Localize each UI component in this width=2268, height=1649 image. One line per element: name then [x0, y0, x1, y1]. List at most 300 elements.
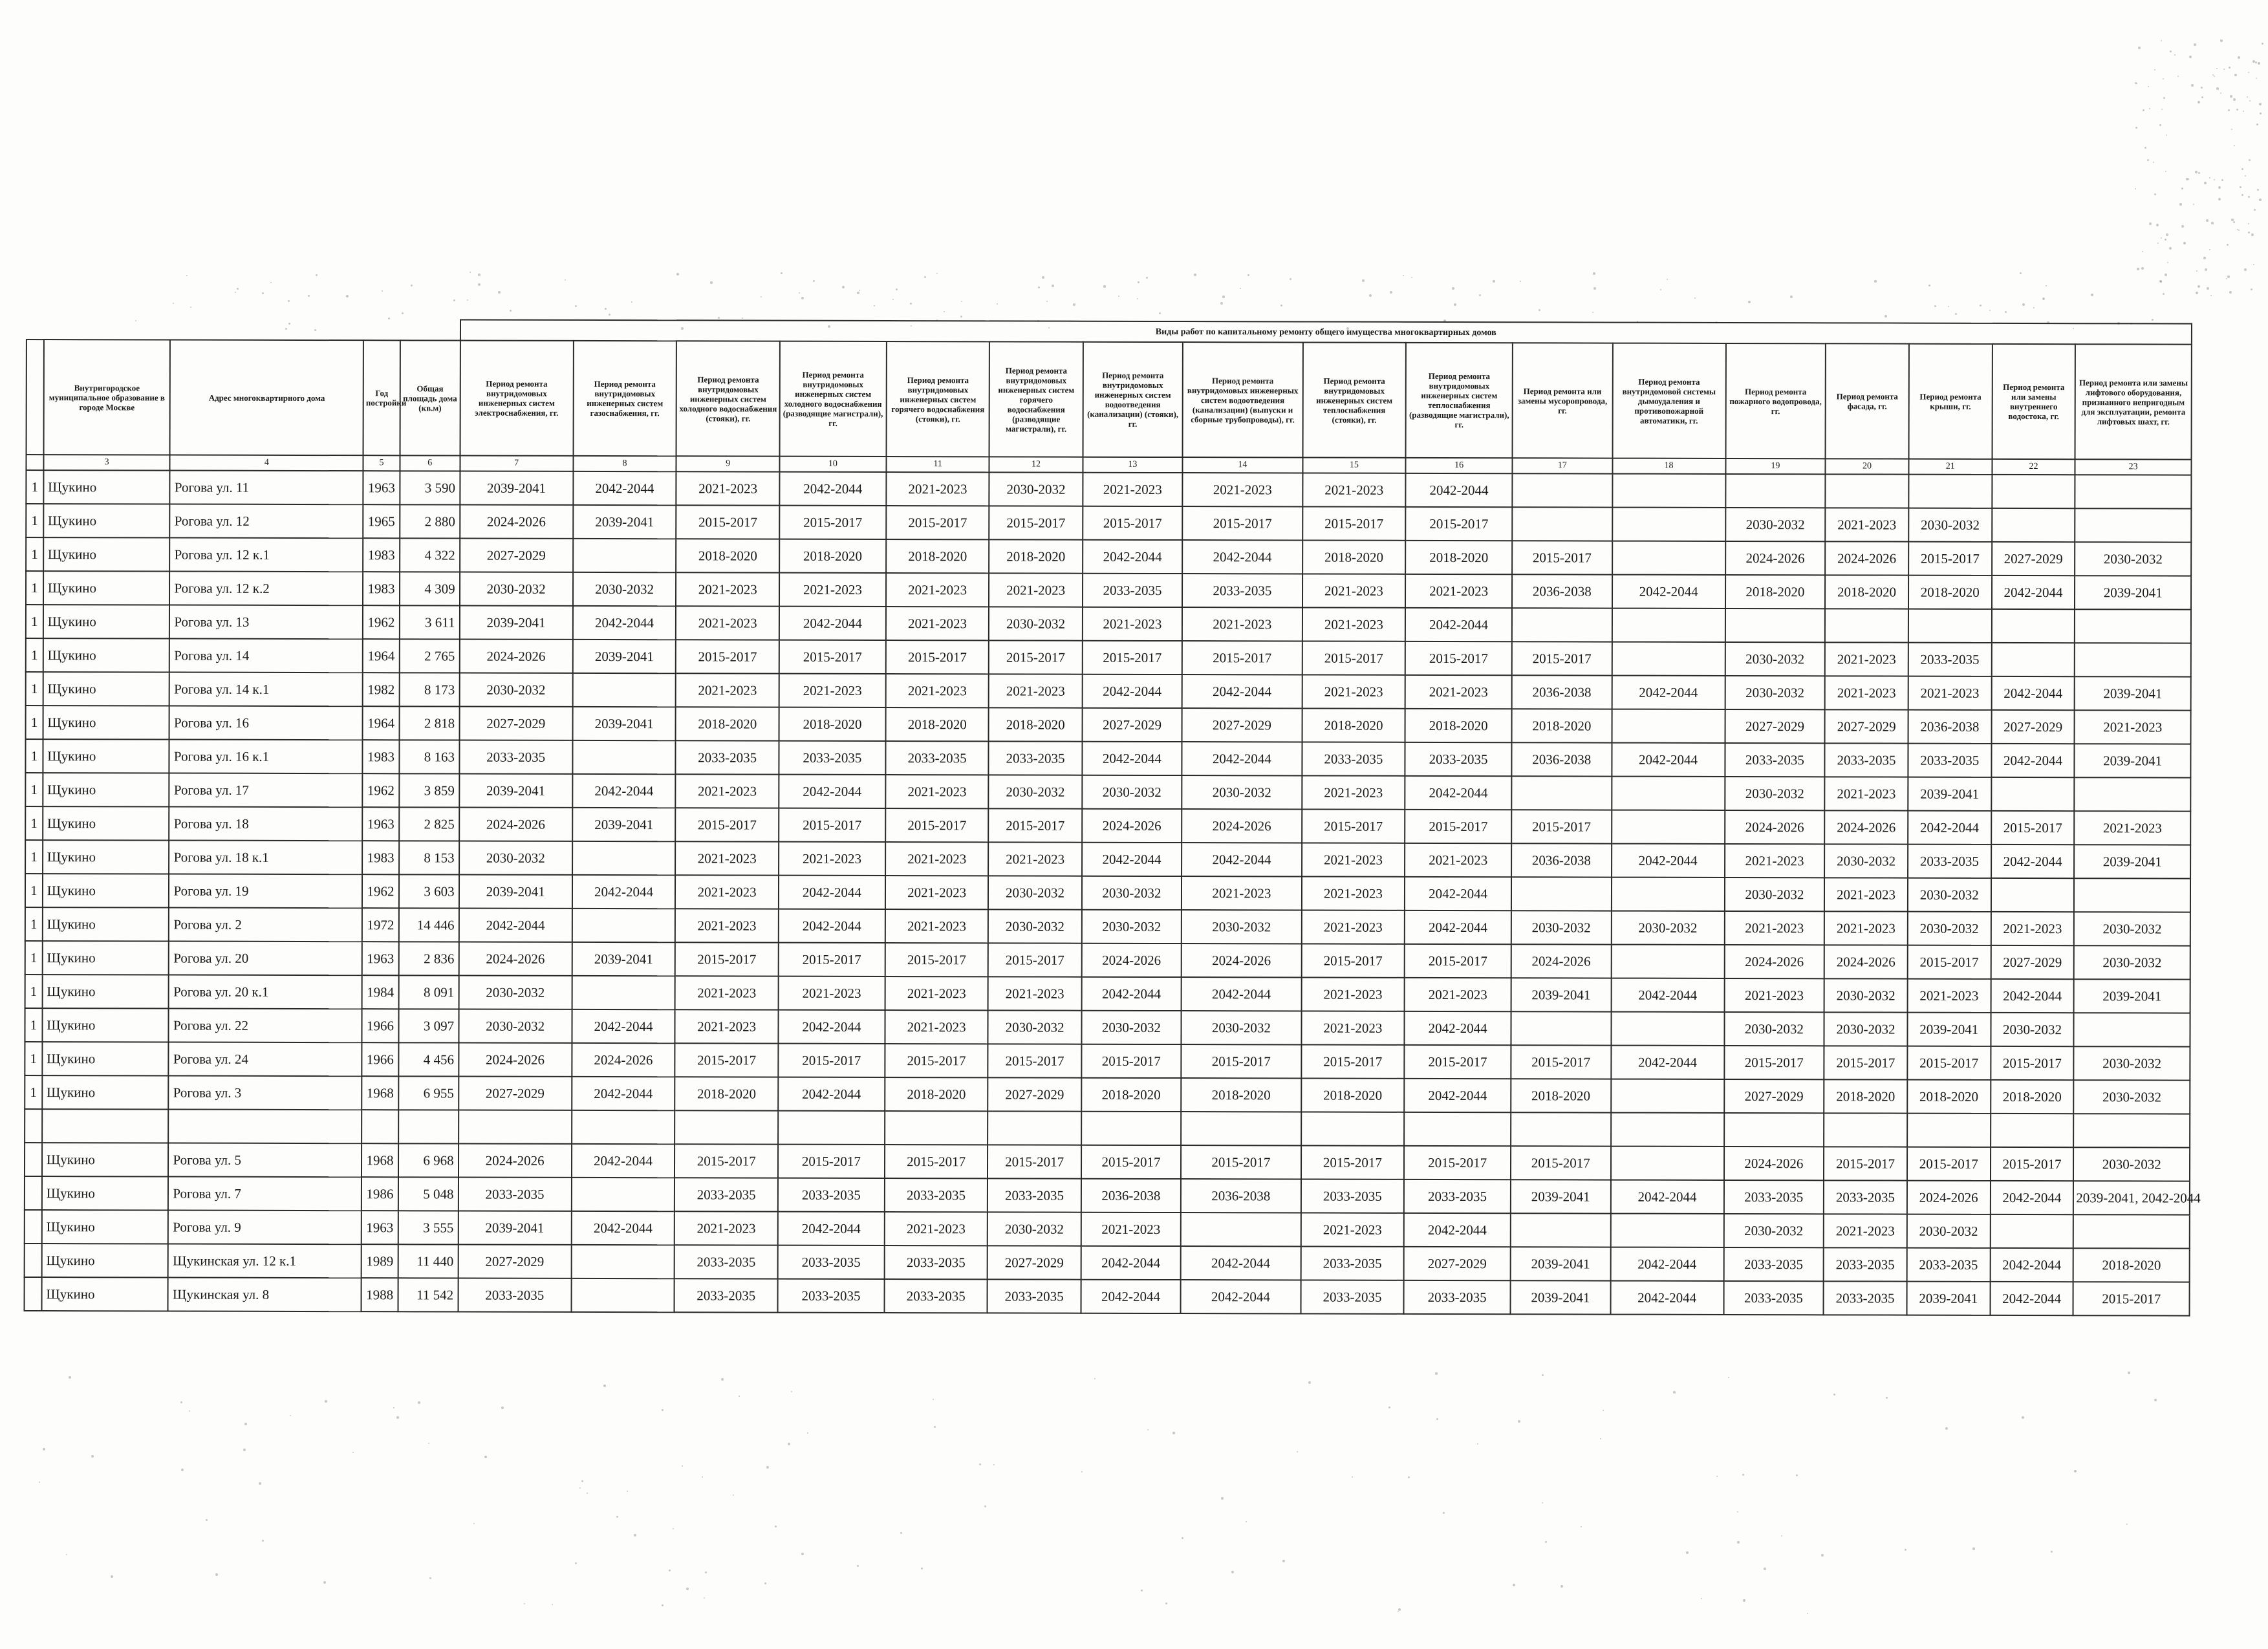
table-cell: 2015-2017 — [989, 808, 1082, 842]
table-cell: 2039-2041 — [572, 707, 676, 740]
table-cell: 2015-2017 — [885, 943, 989, 976]
table-cell: 2033-2035 — [885, 1178, 988, 1212]
table-cell — [1404, 1112, 1511, 1146]
table-cell: 2015-2017 — [988, 1145, 1081, 1178]
scan-speckle — [1388, 1406, 1390, 1408]
table-cell: 2021-2023 — [1301, 910, 1405, 943]
scan-speckle — [2238, 56, 2240, 59]
table-cell: 2015-2017 — [886, 506, 989, 539]
table-cell: 2 765 — [400, 639, 460, 673]
scan-speckle — [587, 1493, 588, 1494]
table-cell: 1964 — [363, 706, 400, 740]
table-cell: Рогова ул. 24 — [169, 1042, 362, 1077]
scan-speckle — [2209, 177, 2210, 178]
column-header: Адрес многоквартирного дома — [170, 340, 363, 456]
table-cell: Щукино — [43, 874, 169, 907]
table-cell: 2030-2032 — [1908, 912, 1991, 945]
scan-speckle — [1443, 1512, 1445, 1514]
table-cell: 2042-2044 — [1182, 977, 1302, 1011]
scan-speckle — [859, 290, 860, 291]
table-cell: 2024-2026 — [1907, 1181, 1991, 1214]
table-cell: 2033-2035 — [1405, 742, 1512, 776]
table-cell: 2021-2023 — [676, 471, 780, 505]
table-cell: 1982 — [363, 673, 400, 706]
scan-speckle — [1928, 285, 1930, 286]
scan-speckle — [581, 1480, 583, 1482]
table-cell: 2030-2032 — [989, 607, 1082, 640]
table-cell: 2042-2044 — [1181, 1280, 1301, 1313]
scan-speckle — [2181, 188, 2183, 189]
table-cell — [572, 976, 675, 1009]
scan-speckle — [1686, 1551, 1689, 1554]
scan-speckle — [961, 301, 962, 302]
scan-speckle — [2227, 275, 2230, 278]
scan-speckle — [718, 317, 720, 319]
table-cell: 2015-2017 — [779, 808, 885, 842]
scan-speckle — [2259, 103, 2262, 105]
table-cell: Щукинская ул. 8 — [168, 1278, 362, 1312]
scan-speckle — [2163, 293, 2165, 295]
scan-speckle — [382, 290, 383, 292]
table-cell: 2015-2017 — [1512, 541, 1612, 574]
table-cell: 2015-2017 — [1511, 1146, 1611, 1180]
scan-speckle — [997, 303, 998, 305]
table-cell: Щукино — [43, 638, 170, 672]
table-cell: 2015-2017 — [779, 943, 885, 976]
scan-speckle — [206, 1519, 208, 1521]
table-cell — [1825, 609, 1908, 642]
scan-speckle — [813, 280, 815, 282]
scan-speckle — [2126, 1524, 2128, 1525]
table-cell — [571, 1245, 675, 1278]
table-cell: 2024-2026 — [459, 1043, 572, 1077]
table-cell: 2042-2044 — [779, 876, 885, 909]
table-cell — [1992, 508, 2075, 542]
table-cell: 2042-2044 — [1991, 1181, 2074, 1214]
table-cell: 2018-2020 — [676, 539, 779, 572]
table-row — [25, 1109, 2190, 1148]
table-cell: 2036-2038 — [1512, 675, 1612, 709]
table-cell: Рогова ул. 5 — [168, 1143, 362, 1178]
table-cell: 2015-2017 — [885, 1044, 988, 1077]
scan-speckle — [2252, 60, 2255, 63]
column-number: 17 — [1512, 458, 1612, 473]
column-number: 3 — [43, 455, 170, 470]
table-cell: 2030-2032 — [1725, 777, 1825, 810]
scan-speckle — [575, 305, 577, 307]
scan-speckle — [1934, 305, 1936, 307]
table-cell: 2027-2029 — [460, 539, 573, 572]
scan-speckle — [2249, 159, 2251, 161]
scan-speckle — [1667, 279, 1668, 280]
scan-speckle — [1518, 1420, 1520, 1423]
table-cell: 2030-2032 — [1991, 1013, 2074, 1046]
table-cell: 2018-2020 — [1302, 708, 1405, 742]
scan-speckle — [2226, 278, 2227, 279]
table-cell: 2015-2017 — [1181, 1145, 1301, 1179]
scan-speckle — [2248, 72, 2249, 73]
table-cell — [398, 1110, 459, 1143]
scan-speckle — [2201, 87, 2203, 89]
scan-speckle — [288, 300, 290, 302]
table-cell: 2033-2035 — [675, 1278, 778, 1312]
scan-speckle — [2152, 319, 2154, 321]
table-cell: 1966 — [362, 1009, 399, 1042]
scan-speckle — [781, 272, 783, 274]
table-cell: 8 173 — [399, 673, 459, 706]
column-header: Период ремонта внутридомовых инженерных систем газоснабжения, гг. — [573, 341, 676, 456]
table-cell: 1 — [25, 1075, 42, 1109]
table-cell: 2015-2017 — [989, 640, 1082, 674]
table-cell: 1972 — [362, 908, 399, 942]
scan-speckle — [1701, 1598, 1702, 1599]
table-cell: 1964 — [363, 639, 400, 673]
table-cell: Рогова ул. 2 — [169, 908, 362, 942]
scan-speckle — [262, 292, 264, 294]
table-cell — [1612, 474, 1725, 508]
scan-speckle — [2249, 100, 2251, 102]
table-cell: 2015-2017 — [1082, 641, 1182, 674]
table-cell: 2021-2023 — [675, 1211, 778, 1245]
table-cell: 2033-2035 — [1908, 643, 1992, 676]
table-cell: 1968 — [362, 1143, 398, 1177]
table-body — [25, 470, 2201, 1316]
scan-speckle — [1165, 1602, 1167, 1604]
column-number: 6 — [400, 455, 460, 471]
table-cell: 2021-2023 — [1083, 473, 1183, 506]
scan-speckle — [396, 1416, 399, 1419]
scan-speckle — [2233, 221, 2235, 223]
table-cell: 2021-2023 — [989, 674, 1082, 707]
table-cell: 1 — [25, 840, 43, 874]
scan-speckle — [510, 310, 512, 312]
table-cell — [571, 1278, 675, 1312]
table-cell: 2018-2020 — [676, 707, 779, 740]
table-cell: 2015-2017 — [1405, 1045, 1511, 1079]
table-cell: 1962 — [363, 605, 400, 639]
table-cell: 2033-2035 — [988, 1279, 1081, 1313]
scan-speckle — [1600, 1438, 1601, 1439]
table-cell: 1983 — [363, 538, 400, 572]
table-cell: 1 — [26, 537, 43, 571]
scan-speckle — [1138, 281, 1139, 283]
table-cell: Рогова ул. 19 — [169, 874, 362, 909]
table-cell: 2030-2032 — [989, 775, 1082, 808]
scan-speckle — [2251, 233, 2254, 236]
scan-speckle — [393, 1407, 394, 1408]
table-cell: 2021-2023 — [988, 976, 1081, 1010]
scan-speckle — [1972, 1547, 1975, 1550]
scan-speckle — [2260, 113, 2262, 114]
table-cell: 2042-2044 — [1405, 608, 1512, 641]
table-cell: Щукино — [42, 1176, 169, 1210]
scan-speckle — [1694, 297, 1696, 299]
scan-speckle — [2204, 182, 2207, 184]
scan-speckle — [1220, 302, 1223, 305]
table-cell: 2042-2044 — [1991, 979, 2074, 1013]
table-cell: 1965 — [363, 504, 400, 538]
table-cell: 2015-2017 — [1907, 1147, 1991, 1181]
column-header-row — [27, 339, 2192, 460]
table-cell: Рогова ул. 20 к.1 — [169, 975, 362, 1009]
scan-speckle — [1352, 1476, 1353, 1478]
table-cell: Рогова ул. 17 — [169, 773, 363, 808]
scan-speckle — [1603, 1410, 1604, 1411]
table-cell: Щукино — [42, 1210, 169, 1244]
table-cell: 2024-2026 — [572, 1043, 675, 1077]
scan-speckle — [2074, 1470, 2077, 1472]
table-row — [25, 874, 2190, 912]
table-cell: 2042-2044 — [1612, 575, 1725, 609]
scan-speckle — [2205, 268, 2207, 271]
table-cell: 2015-2017 — [1824, 1147, 1907, 1180]
table-cell: 2024-2026 — [1082, 809, 1182, 843]
table-cell — [572, 673, 676, 707]
table-cell: 2039-2041 — [459, 606, 572, 640]
column-number: 11 — [886, 457, 989, 472]
table-cell: 2042-2044 — [1991, 845, 2075, 878]
table-cell — [362, 1110, 398, 1143]
scan-speckle — [180, 1401, 182, 1403]
scan-speckle — [1513, 1584, 1515, 1586]
table-row — [25, 941, 2190, 980]
table-cell: 11 440 — [398, 1244, 458, 1278]
scan-speckle — [2170, 50, 2172, 52]
scan-speckle — [575, 1562, 577, 1564]
table-cell — [885, 1111, 988, 1145]
scan-speckle — [2166, 233, 2168, 236]
table-cell: 2042-2044 — [1181, 1246, 1301, 1280]
table-cell: 2015-2017 — [1301, 943, 1405, 977]
table-cell: 2021-2023 — [1824, 911, 1908, 945]
column-header: Период ремонта внутридомовых инженерных систем теплоснабжения (стояки), гг. — [1302, 342, 1406, 457]
scan-speckle — [2229, 291, 2232, 294]
column-header: Период ремонта внутридомовых инженерных систем водоотведения (канализации) (выпуски и сборные трубопроводы), гг. — [1183, 342, 1303, 457]
table-cell: Рогова ул. 16 к.1 — [169, 740, 363, 774]
scan-speckle — [2230, 95, 2232, 98]
scan-speckle — [173, 303, 174, 304]
table-cell: 2030-2032 — [1182, 1011, 1302, 1044]
table-cell: 2018-2020 — [1302, 540, 1406, 574]
scan-speckle — [2233, 98, 2236, 101]
table-cell: 2036-2038 — [1081, 1179, 1182, 1212]
table-cell: 2015-2017 — [988, 943, 1081, 976]
scan-speckle — [1781, 1535, 1782, 1536]
table-cell: 2015-2017 — [1301, 1145, 1405, 1179]
scan-speckle — [1398, 1611, 1399, 1612]
scan-speckle — [2248, 232, 2250, 233]
scan-speckle — [673, 1528, 674, 1529]
table-cell: 2036-2038 — [1908, 710, 1991, 744]
column-number: 4 — [170, 455, 363, 471]
table-cell: 2021-2023 — [1405, 843, 1511, 877]
table-cell: 2015-2017 — [886, 640, 989, 674]
table-row — [25, 907, 2190, 946]
table-cell: 2030-2032 — [989, 472, 1083, 506]
scan-speckle — [2163, 78, 2164, 80]
scan-speckle — [237, 288, 239, 290]
scan-speckle — [2005, 311, 2007, 313]
table-cell: 2 880 — [400, 504, 460, 538]
table-row — [26, 470, 2191, 509]
table-cell: 1 — [25, 975, 43, 1008]
table-cell: 2021-2023 — [779, 976, 885, 1010]
table-cell: 4 309 — [400, 572, 460, 605]
table-cell: 2021-2023 — [1301, 1011, 1405, 1044]
table-cell: 3 555 — [398, 1211, 459, 1244]
table-cell — [1612, 709, 1725, 743]
scan-speckle — [346, 295, 349, 297]
table-cell: Рогова ул. 14 — [169, 639, 363, 673]
table-cell: 2021-2023 — [1907, 979, 1991, 1013]
table-cell: Рогова ул. 12 к.2 — [169, 572, 363, 606]
table-cell — [1908, 475, 1992, 508]
table-cell: 3 611 — [400, 605, 460, 639]
table-cell: 2030-2032 — [459, 976, 572, 1009]
scan-speckle — [2046, 285, 2047, 286]
table-cell: 6 955 — [398, 1076, 459, 1110]
scan-speckle — [2212, 74, 2214, 76]
scan-speckle — [69, 1376, 71, 1379]
column-header: Период ремонта внутридомовой системы дымоудаления и противопожарной автоматики, гг. — [1612, 343, 1726, 458]
table-cell: 2030-2032 — [2074, 912, 2190, 945]
scan-speckle — [2165, 274, 2167, 276]
table-cell: 2033-2035 — [1908, 845, 1991, 878]
table-cell: 1 — [25, 907, 43, 941]
scan-speckle — [2148, 86, 2149, 87]
table-cell: 2021-2023 — [885, 1212, 988, 1245]
column-header — [27, 339, 44, 455]
table-cell: 2030-2032 — [1082, 876, 1182, 910]
scan-speckle — [1716, 1476, 1718, 1477]
scan-speckle — [1411, 277, 1412, 278]
table-cell: Рогова ул. 14 к.1 — [169, 673, 363, 707]
scan-speckle — [1038, 286, 1040, 288]
table-cell: 2039-2041 — [460, 471, 573, 505]
column-number: 12 — [989, 457, 1083, 472]
scan-speckle — [215, 1573, 218, 1576]
table-cell: 2018-2020 — [779, 539, 886, 573]
scan-speckle — [960, 316, 962, 318]
table-cell: 2024-2026 — [1824, 810, 1908, 844]
table-cell: 2015-2017 — [1908, 542, 1992, 576]
table-cell: 2021-2023 — [676, 606, 779, 640]
table-cell: 2042-2044 — [573, 471, 676, 505]
table-cell — [1612, 810, 1725, 844]
table-cell: 2033-2035 — [1723, 1247, 1824, 1281]
scan-speckle — [2255, 61, 2257, 63]
table-cell — [1081, 1112, 1182, 1145]
table-cell: 2042-2044 — [1404, 1079, 1511, 1112]
scan-speckle — [1989, 310, 1991, 311]
table-cell: 1 — [26, 706, 43, 739]
table-cell — [1908, 609, 1992, 643]
table-cell: 2033-2035 — [1725, 743, 1825, 777]
scan-speckle — [2214, 179, 2215, 180]
table-cell: 2033-2035 — [988, 1178, 1081, 1212]
scan-speckle — [66, 1554, 67, 1555]
table-cell: 2030-2032 — [1907, 1214, 1991, 1248]
column-number: 19 — [1725, 458, 1826, 474]
table-cell: 2042-2044 — [1990, 1282, 2073, 1315]
scan-speckle — [1874, 280, 1877, 283]
column-header: Период ремонта внутридомовых инженерных систем холодного водоснабжения (разводящие магистрали), гг. — [780, 341, 887, 457]
table-cell: 2021-2023 — [1405, 978, 1511, 1011]
table-row — [25, 1277, 2190, 1316]
table-cell: 2021-2023 — [675, 841, 779, 875]
table-cell: 2042-2044 — [1992, 576, 2075, 609]
table-cell — [573, 539, 676, 572]
table-cell: 2033-2035 — [884, 1279, 988, 1313]
table-cell: 1 — [25, 773, 43, 806]
table-cell: 2021-2023 — [779, 674, 886, 707]
scan-speckle — [616, 1516, 618, 1518]
column-number: 14 — [1183, 457, 1302, 473]
table-cell: 2024-2026 — [459, 640, 572, 673]
table-cell: 2018-2020 — [886, 539, 989, 573]
table-cell: 2030-2032 — [988, 909, 1081, 943]
scan-speckle — [1231, 1571, 1234, 1573]
column-number — [26, 455, 43, 470]
scan-speckle — [2257, 189, 2259, 191]
scan-speckle — [2161, 40, 2162, 41]
table-cell: 4 456 — [398, 1042, 459, 1076]
table-cell: 1989 — [362, 1244, 398, 1278]
scan-speckle — [2198, 285, 2200, 288]
table-cell: 2042-2044 — [779, 775, 885, 808]
table-cell: Щукино — [43, 706, 169, 739]
scan-speckle — [686, 1588, 689, 1590]
table-cell — [1991, 1114, 2074, 1147]
table-cell — [42, 1109, 169, 1143]
scan-speckle — [944, 311, 945, 312]
table-cell: 2042-2044 — [778, 1212, 885, 1245]
table-cell: 3 097 — [398, 1009, 459, 1042]
table-cell: 2036-2038 — [1181, 1179, 1301, 1212]
table-cell: 2030-2032 — [1611, 911, 1724, 945]
scan-speckle — [1141, 1590, 1143, 1591]
scan-speckle — [402, 312, 404, 314]
table-cell: 2021-2023 — [1302, 473, 1406, 506]
table-cell: 2015-2017 — [989, 506, 1083, 539]
table-cell — [1725, 474, 1826, 508]
table-cell — [778, 1111, 885, 1145]
scan-speckle — [1408, 1476, 1410, 1478]
scan-speckle — [857, 1565, 859, 1567]
table-cell: 2042-2044 — [1611, 1046, 1724, 1079]
table-cell — [1824, 1113, 1907, 1147]
scan-speckle — [2191, 84, 2194, 87]
scan-speckle — [910, 303, 912, 305]
table-cell: 2027-2029 — [1825, 709, 1908, 743]
table-cell: 2033-2035 — [778, 1245, 885, 1279]
table-cell — [1612, 541, 1725, 575]
table-cell: 2030-2032 — [1081, 1011, 1182, 1044]
table-row — [25, 1210, 2190, 1249]
table-cell: 1963 — [362, 942, 399, 975]
table-cell: 2042-2044 — [1612, 844, 1725, 878]
table-cell: 2015-2017 — [1182, 641, 1302, 674]
scan-speckle — [1118, 296, 1119, 297]
table-cell: 2024-2026 — [1182, 809, 1302, 843]
table-cell — [2075, 609, 2191, 643]
table-cell: 2021-2023 — [1825, 642, 1908, 676]
table-cell: 2018-2020 — [1908, 576, 1992, 609]
table-cell: 2018-2020 — [1824, 1079, 1907, 1113]
table-cell — [572, 841, 676, 875]
table-cell: Щукино — [42, 1075, 169, 1109]
table-cell: 2033-2035 — [1083, 574, 1183, 607]
